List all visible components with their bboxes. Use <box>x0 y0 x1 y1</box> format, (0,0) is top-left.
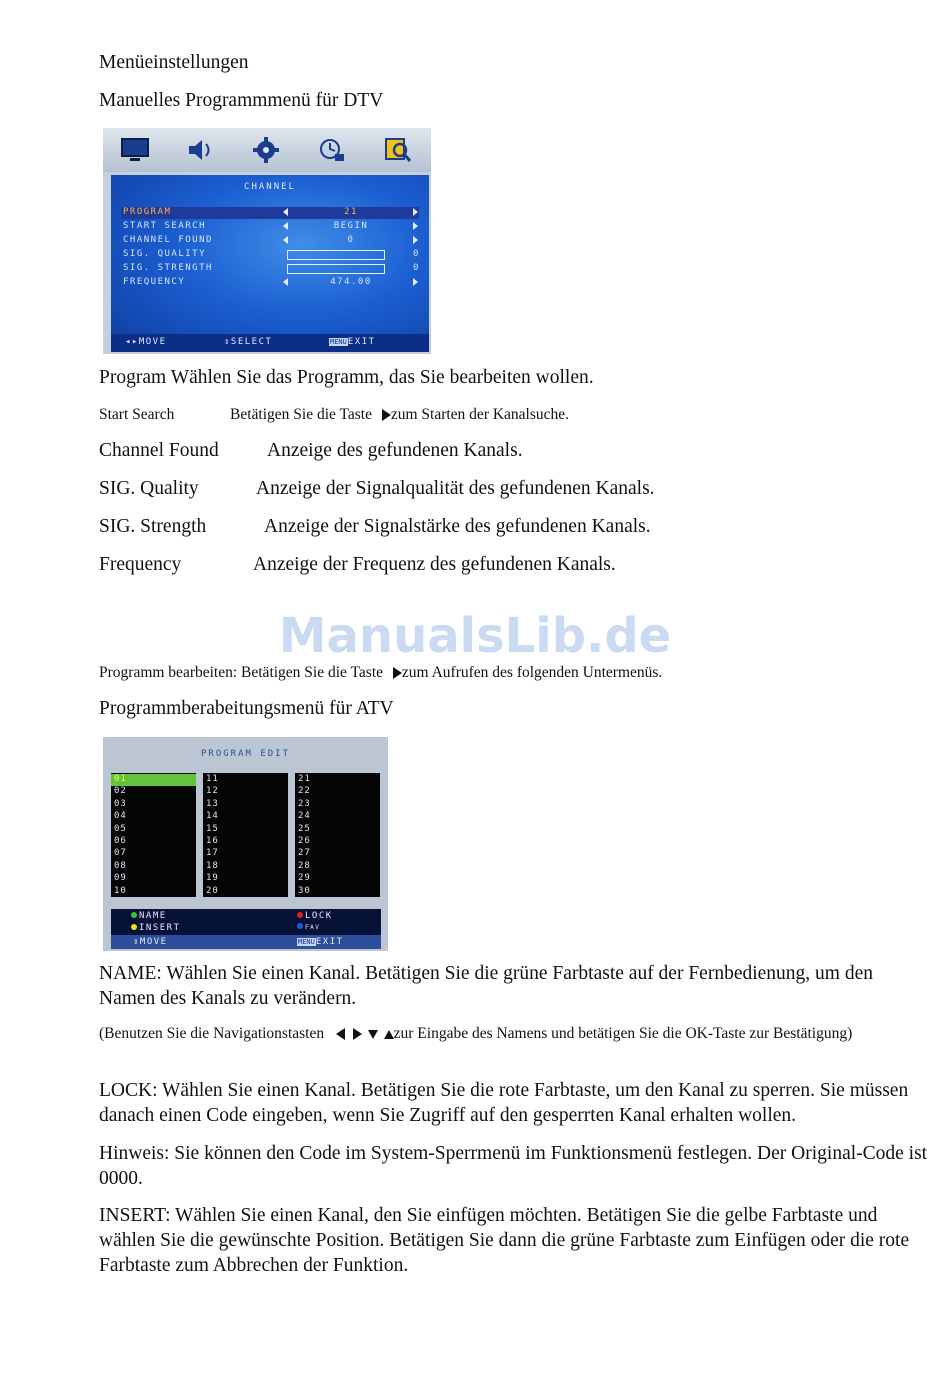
channel-list-item[interactable]: 24 <box>298 811 311 822</box>
sound-icon <box>185 136 215 164</box>
channel-list-item[interactable]: 29 <box>298 873 311 884</box>
channel-column-3 <box>295 773 380 897</box>
menu-row-value: 21 <box>344 207 358 217</box>
dtv-channel-menu-screenshot <box>103 128 431 354</box>
channel-list-item[interactable]: 27 <box>298 848 311 859</box>
dtv-section-title: Manuelles Programmmenü für DTV <box>99 90 384 111</box>
channel-list-item[interactable]: 19 <box>206 873 219 884</box>
channel-list-item[interactable]: 20 <box>206 885 219 896</box>
lock-paragraph: LOCK: Wählen Sie einen Kanal. Betätigen Sie die rote Farbtaste, um den Kanal zu sperren. Sie müssen danach einen Code eingeben, wenn Sie Zugriff auf den gesperrten Kanal erhalten wollen. <box>99 1080 909 1126</box>
menu-row-label: CHANNEL FOUND <box>123 235 213 245</box>
definition-desc: Anzeige der Signalstärke des gefundenen Kanals. <box>264 516 651 537</box>
select-hint: ⇕SELECT <box>224 337 273 347</box>
menu-row-sig-quality[interactable] <box>121 249 419 261</box>
move-exit-bar <box>111 935 381 949</box>
page-heading: Menüeinstellungen <box>99 52 249 73</box>
channel-list-item[interactable]: 04 <box>114 811 127 822</box>
menu-row-channel-found[interactable] <box>121 235 419 247</box>
green-key-icon <box>131 912 137 918</box>
name-paragraph: NAME: Wählen Sie einen Kanal. Betätigen Sie die grüne Farbtaste auf der Fernbedienung, um den Namen des Kanals zu verändern. <box>99 963 874 1009</box>
channel-list-item[interactable]: 01 <box>111 774 196 786</box>
channel-menu-panel <box>111 175 429 352</box>
exit-hint: MENUEXIT <box>330 337 376 347</box>
definition-desc: Wählen Sie das Programm, das Sie bearbeiten wollen. <box>170 367 594 388</box>
program-edit-instruction: Programm bearbeiten: Betätigen Sie die Taste zum Aufrufen des folgenden Untermenüs. <box>99 664 663 681</box>
left-arrow-icon <box>336 1028 345 1040</box>
left-arrow-icon <box>283 278 288 286</box>
channel-list-item[interactable]: 13 <box>206 798 219 809</box>
channel-list-item[interactable]: 12 <box>206 786 219 797</box>
definition-start-search <box>99 406 570 424</box>
picture-icon <box>120 136 150 164</box>
definition-sig-strength <box>99 516 651 538</box>
channel-list-item[interactable]: 18 <box>206 860 219 871</box>
left-arrow-icon <box>283 222 288 230</box>
right-arrow-icon <box>413 278 418 286</box>
menu-key-icon: MENU <box>298 938 315 946</box>
definition-desc: Anzeige der Signalqualität des gefundenen Kanals. <box>256 478 655 499</box>
down-arrow-icon <box>368 1030 378 1039</box>
channel-list-item[interactable]: 10 <box>114 885 127 896</box>
channel-list-item[interactable]: 17 <box>206 848 219 859</box>
menu-row-label: SIG. STRENGTH <box>123 263 213 273</box>
channel-list-item[interactable]: 07 <box>114 848 127 859</box>
right-arrow-icon <box>413 222 418 230</box>
menu-row-frequency[interactable] <box>121 277 419 289</box>
signal-strength-bar <box>287 264 385 274</box>
channel-column-1 <box>111 773 196 897</box>
definition-term: Channel Found <box>99 440 219 461</box>
menu-row-value: 0 <box>413 249 420 259</box>
definition-term: Program <box>99 367 167 388</box>
legend-name: NAME <box>131 911 167 921</box>
channel-list-item[interactable]: 16 <box>206 836 219 846</box>
channel-list-item[interactable]: 30 <box>298 885 311 896</box>
menu-row-program[interactable] <box>121 207 419 219</box>
watermark: ManualsLib.de <box>278 608 672 664</box>
menu-row-start-search[interactable] <box>121 221 419 233</box>
channel-list-item[interactable]: 09 <box>114 873 127 884</box>
definition-sig-quality <box>99 478 655 500</box>
definition-desc: Anzeige der Frequenz des gefundenen Kanals. <box>253 554 616 575</box>
navigation-note: (Benutzen Sie die Navigationstasten zur Eingabe des Namens und betätigen Sie die OK-Taste zur Bestätigung) <box>99 1025 853 1042</box>
atv-section-title: Programmberabeitungsmenü für ATV <box>99 698 394 719</box>
right-arrow-icon <box>413 208 418 216</box>
definition-term: SIG. Quality <box>99 478 199 499</box>
channel-list-item[interactable]: 11 <box>206 774 219 784</box>
menu-key-icon: MENU <box>330 338 347 346</box>
channel-search-icon <box>383 136 413 164</box>
legend-insert: INSERT <box>131 923 181 933</box>
insert-paragraph: INSERT: Wählen Sie einen Kanal, den Sie einfügen möchten. Betätigen Sie die gelbe Farbtaste und wählen Sie die gewünschte Position. Betätigen Sie dann die grüne Farbtaste zum Einfügen oder die rote Farbtaste zum Abbrechen der Funktion. <box>99 1205 910 1276</box>
right-arrow-icon <box>413 236 418 244</box>
definition-program <box>99 367 594 389</box>
channel-menu-title: CHANNEL <box>244 182 296 192</box>
move-hint: ◂▸MOVE <box>125 337 167 347</box>
move-hint: ⇕MOVE <box>133 937 168 947</box>
channel-list-item[interactable]: 21 <box>298 774 311 784</box>
legend-lock: LOCK <box>297 911 333 921</box>
definition-term: SIG. Strength <box>99 516 207 537</box>
right-arrow-icon <box>353 1028 362 1040</box>
menu-footer <box>111 334 429 352</box>
channel-list-item[interactable]: 14 <box>206 811 219 822</box>
menu-row-label: START SEARCH <box>123 221 207 231</box>
blue-key-icon <box>297 923 303 929</box>
menu-row-value: 0 <box>347 235 355 245</box>
menu-row-value: 474.00 <box>330 277 372 287</box>
atv-program-edit-screenshot <box>103 737 388 951</box>
program-edit-title: PROGRAM EDIT <box>200 749 291 759</box>
setup-icon <box>251 136 281 164</box>
red-key-icon <box>297 912 303 918</box>
channel-list-item[interactable]: 25 <box>298 823 311 834</box>
menu-row-sig-strength[interactable] <box>121 263 419 275</box>
channel-column-2 <box>203 773 288 897</box>
signal-quality-bar <box>287 250 385 260</box>
definition-channel-found <box>99 440 523 462</box>
time-icon <box>317 136 347 164</box>
left-arrow-icon <box>283 236 288 244</box>
channel-list-item[interactable]: 28 <box>298 860 311 871</box>
right-arrow-icon <box>382 409 391 421</box>
definition-term: Start Search <box>99 406 175 423</box>
channel-list-item[interactable]: 26 <box>298 836 311 846</box>
menu-row-label: PROGRAM <box>123 207 172 217</box>
right-arrow-icon <box>393 667 402 679</box>
hint-paragraph: Hinweis: Sie können den Code im System-Sperrmenü im Funktionsmenü festlegen. Der Original-Code ist 0000. <box>99 1143 928 1189</box>
definition-frequency <box>99 554 616 576</box>
channel-list-item[interactable]: 05 <box>114 823 127 834</box>
exit-hint: MENUEXIT <box>298 937 344 947</box>
channel-list-item[interactable]: 08 <box>114 860 127 871</box>
channel-list-item[interactable]: 03 <box>114 798 127 809</box>
menu-row-label: SIG. QUALITY <box>123 249 207 259</box>
channel-list-item[interactable]: 06 <box>114 836 127 846</box>
legend-fav: FAV <box>297 923 320 931</box>
channel-list-item[interactable]: 15 <box>206 823 219 834</box>
menu-row-value: BEGIN <box>333 221 369 231</box>
menu-row-label: FREQUENCY <box>123 277 186 287</box>
channel-list-item[interactable]: 22 <box>298 786 311 797</box>
definition-desc: Anzeige des gefundenen Kanals. <box>267 440 523 461</box>
channel-list-item[interactable]: 23 <box>298 798 311 809</box>
definition-desc: Betätigen Sie die Taste zum Starten der Kanalsuche. <box>230 406 570 423</box>
menu-row-value: 0 <box>413 263 420 273</box>
menu-icon-bar <box>103 128 431 172</box>
channel-list-item[interactable]: 02 <box>114 786 127 797</box>
up-arrow-icon <box>384 1030 394 1039</box>
definition-term: Frequency <box>99 554 182 575</box>
left-arrow-icon <box>283 208 288 216</box>
yellow-key-icon <box>131 924 137 930</box>
